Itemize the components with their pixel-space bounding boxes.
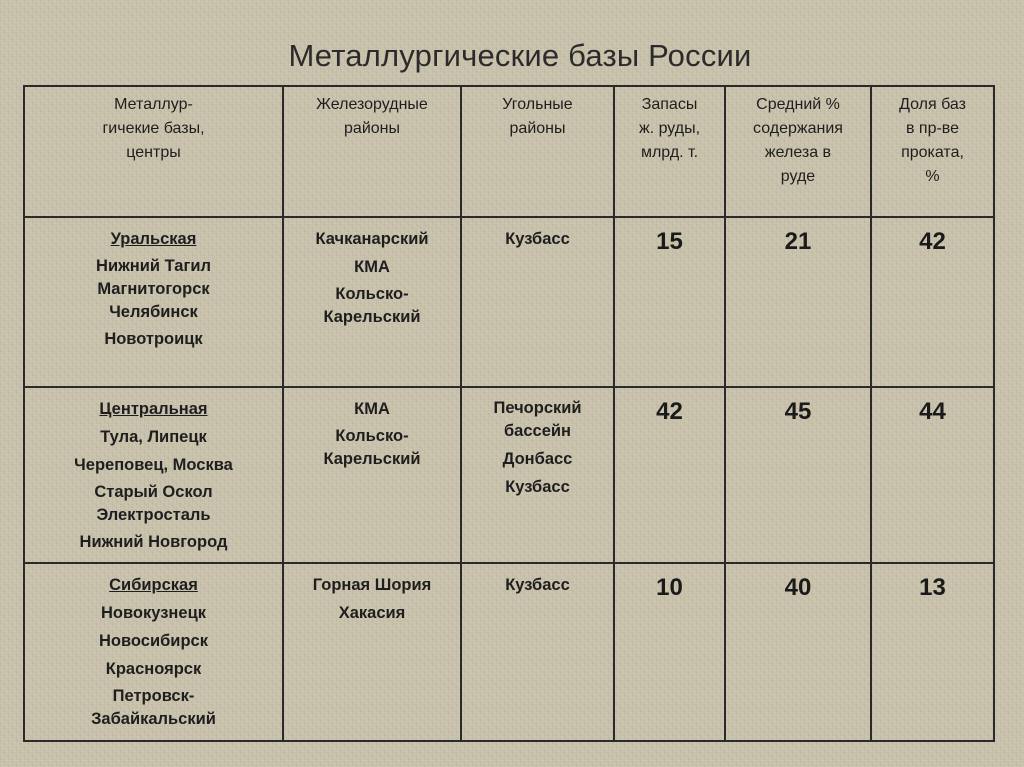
coal-district: Кузбасс (505, 576, 570, 594)
iron-pct-cell (725, 563, 871, 741)
ore-district: Карельский (323, 308, 421, 326)
header-text: проката, (901, 144, 964, 161)
header-text: ж. руды, (638, 120, 701, 137)
header-text: гичекие базы, (102, 120, 205, 137)
page-title: Металлургические базы России (288, 38, 752, 73)
center-item: Нижний Новгород (79, 533, 228, 551)
base-name: Центральная (99, 400, 208, 418)
ore-district: Карельский (323, 450, 421, 468)
table-row (24, 563, 994, 741)
header-text: Доля баз (899, 96, 966, 113)
coal-cell (461, 563, 614, 741)
ore-cell (283, 217, 461, 387)
header-text: Металлур- (114, 96, 193, 113)
coal-district: бассейн (503, 422, 571, 440)
ore-district: КМА (354, 400, 390, 418)
reserves-cell (614, 563, 725, 741)
center-item: Челябинск (109, 303, 198, 321)
table-header-row (24, 86, 994, 217)
reserves-value: 15 (656, 228, 683, 255)
header-bases (24, 86, 283, 217)
iron-pct-value: 45 (784, 398, 812, 425)
base-cell (24, 563, 283, 741)
header-text: районы (344, 120, 400, 137)
ore-cell (283, 563, 461, 741)
center-item: Череповец, Москва (74, 456, 233, 474)
header-iron-content (725, 86, 871, 217)
base-name: Сибирская (109, 576, 198, 594)
header-text: руде (780, 168, 816, 185)
header-text: Угольные (502, 96, 573, 113)
coal-district: Кузбасс (505, 230, 570, 248)
center-item: Старый Оскол (94, 483, 213, 501)
header-text: Средний % (756, 96, 840, 113)
header-text: Железорудные (316, 96, 428, 113)
coal-district: Донбасс (502, 450, 573, 468)
center-item: Магнитогорск (97, 280, 210, 298)
base-cell (24, 387, 283, 563)
header-text: центры (126, 144, 181, 161)
reserves-value: 42 (656, 398, 683, 425)
ore-district: Хакасия (338, 604, 406, 622)
table-row (24, 387, 994, 563)
header-ore-districts (283, 86, 461, 217)
ore-district: Горная Шория (312, 576, 432, 594)
reserves-cell (614, 217, 725, 387)
ore-district: Качканарский (315, 230, 429, 248)
center-item: Петровск- (112, 687, 195, 705)
coal-district: Кузбасс (505, 478, 570, 496)
center-item: Новосибирск (99, 632, 208, 650)
coal-cell (461, 387, 614, 563)
header-text: содержания (753, 120, 843, 137)
ore-district: Кольско- (335, 285, 409, 303)
iron-pct-cell (725, 387, 871, 563)
iron-pct-value: 21 (784, 228, 812, 255)
table-row (24, 217, 994, 387)
center-item: Новокузнецк (101, 604, 206, 622)
header-rolling-share (871, 86, 994, 217)
ore-district: Кольско- (335, 427, 409, 445)
header-ore-reserves (614, 86, 725, 217)
header-text: железа в (764, 144, 832, 161)
center-item: Забайкальский (91, 710, 216, 728)
header-text: районы (509, 120, 566, 137)
center-item: Новотроицк (104, 330, 203, 348)
coal-district: Печорский (493, 399, 582, 417)
header-text: млрд. т. (640, 144, 699, 161)
reserves-cell (614, 387, 725, 563)
ore-district: КМА (354, 258, 390, 276)
center-item: Тула, Липецк (100, 428, 207, 446)
iron-pct-cell (725, 217, 871, 387)
header-text: % (925, 168, 940, 185)
metallurgy-bases-table (23, 85, 995, 742)
share-cell (871, 563, 994, 741)
share-value: 44 (919, 398, 946, 425)
ore-cell (283, 387, 461, 563)
coal-cell (461, 217, 614, 387)
base-cell (24, 217, 283, 387)
iron-pct-value: 40 (784, 574, 812, 601)
header-text: Запасы (641, 96, 698, 113)
share-value: 13 (919, 574, 946, 601)
reserves-value: 10 (656, 574, 683, 601)
center-item: Нижний Тагил (96, 257, 211, 275)
center-item: Красноярск (105, 660, 202, 678)
base-name: Уральская (110, 230, 197, 248)
share-cell (871, 387, 994, 563)
share-cell (871, 217, 994, 387)
header-coal-districts (461, 86, 614, 217)
center-item: Электросталь (96, 506, 211, 524)
share-value: 42 (919, 228, 946, 255)
header-text: в пр-ве (905, 120, 960, 137)
